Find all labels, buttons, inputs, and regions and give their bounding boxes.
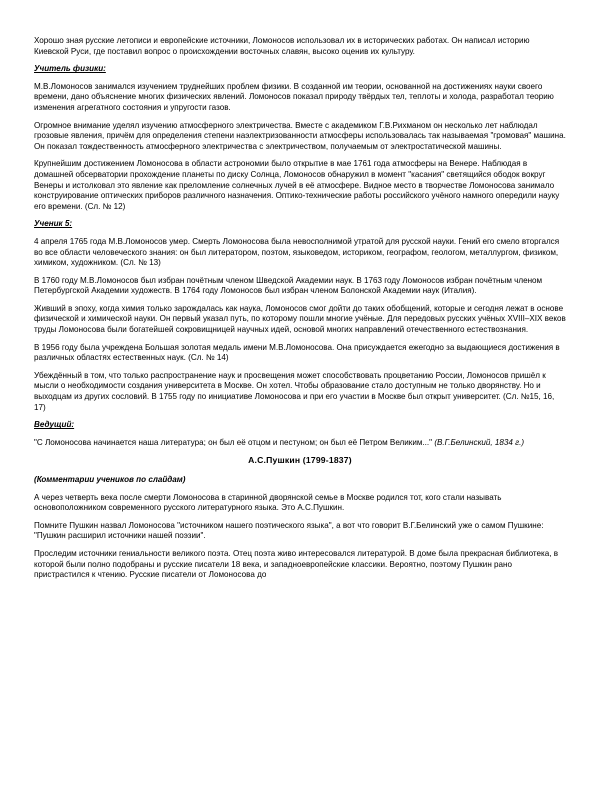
paragraph-pushkin-birth: А через четверть века после смерти Ломоносова в старинной дворянской семье в Москве родился тот, кого стали называть основоположником современного русского литературного языка. Это А.С.Пушкин.	[34, 492, 502, 513]
paragraph-pushkin-source: Помните Пушкин назвал Ломоносова "источником нашего поэтического языка", а вот что говорит В.Г.Белинский уже о самом Пушкине: "Пушкин расширил источники нашей поэзии".	[34, 520, 544, 541]
paragraph-death: 4 апреля 1765 года М.В.Ломоносов умер. Смерть Ломоносова была невосполнимой утратой для русской науки. Гений его смело вторгался во все области человеческого знания: он был литератором, поэтом, языковедом, историком, географом, геологом, металлургом, физиком, химиком, художником. (Сл. № 13)	[34, 236, 560, 268]
paragraph-chemistry: Живший в эпоху, когда химия только зарождалась как наука, Ломоносов смог дойти до таких обобщений, которые и сегодня лежат в основе физической и химической науки. Он первый указал путь, по которому пошли многие учёные. Для передовых русских учёных XVIII–XIX веков труды Ломоносова были богатейшей сокровищницей научных идей, основой многих направлений отечественного естествознания.	[34, 303, 566, 335]
paragraph-academies: В 1760 году М.В.Ломоносов был избран почётным членом Шведской Академии наук. В 1763 году Ломоносов избран почётным членом Петербургской Академии художеств. В 1764 году Ломоносов был избран членом Болонской Академии наук (Италия).	[34, 275, 543, 296]
comment-slides: (Комментарии учеников по слайдам)	[34, 475, 186, 484]
section-title-pushkin: А.С.Пушкин (1799-1837)	[248, 455, 352, 466]
paragraph-pushkin-library: Проследим источники гениальности великого поэта. Отец поэта живо интересовался литературой. В доме была прекрасная библиотека, в которой были полно подобраны и русские писатели 18 века, и западноевропейские классики. Вероятно, поэтому Пушкин рано пристрастился к чтению. Русские писатели от Ломоносова до	[34, 548, 559, 580]
paragraph-quote	[34, 438, 566, 449]
paragraph-medal: В 1956 году была учреждена Большая золотая медаль имени М.В.Ломоносова. Она присуждается ежегодно за выдающиеся достижения в различных областях естественных наук. (Сл. № 14)	[34, 342, 560, 363]
quote-citation: (В.Г.Белинский, 1834 г.)	[434, 437, 525, 447]
paragraph-history: Хорошо зная русские летописи и европейские источники, Ломоносов использовал их в исторических работах. Он написал историю Киевской Руси, где поставил вопрос о происхождении восточных славян, высоко оценив их культуру.	[34, 36, 530, 56]
paragraph-astronomy: Крупнейшим достижением Ломоносова в области астрономии было открытие в мае 1761 года атмосферы на Венере. Наблюдая в домашней обсерватории прохождение планеты по диску Солнца, Ломоносов обнаружил в момент "касания" светящийся ободок вокруг Венеры и истолковал это явление как преломление солнечных лучей в её атмосфере. Видное место в творчестве Ломоносова занимало конструирование оптических приборов различного назначения. Оптико-технические работы российского учёного намного опередили науку его времени. (Сл. № 12)	[34, 159, 560, 211]
paragraph-physics-theory: М.В.Ломоносов занимался изучением труднейших проблем физики. В созданной им теории, основанной на достижениях науки своего времени, дано объяснение многих физических явлений. Ломоносов показал природу твёрдых тел, теплоты и холода, разработал теорию изменения агрегатного состояния и упругости газов.	[34, 81, 554, 112]
heading-host: Ведущий:	[34, 420, 75, 430]
quote-text: "С Ломоносова начинается наша литература; он был её отцом и пестуном; он был её Петром Великим..."	[34, 437, 435, 447]
paragraph-atmospheric-electricity: Огромное внимание уделял изучению атмосферного электричества. Вместе с академиком Г.В.Рихманом он несколько лет наблюдал грозовые явления, причём для определения степени наэлектризованности атмосферы использовалась так называемая "громовая" машина. Он показал тождественность атмосферного электричества с электричеством, получаемым от электростатической машины.	[34, 120, 566, 151]
heading-physics-teacher: Учитель физики:	[34, 64, 106, 74]
paragraph-university: Убеждённый в том, что только распространение наук и просвещения может способствовать процветанию России, Ломоносов пришёл к мысли о необходимости создания университета в Москве. Он хотел. Чтобы образование стало доступным не только дворянству. Но и выходцам из других сословий. В 1755 году по инициативе Ломоносова и при его участии в Москве был открыт университет. (Сл. №15, 16, 17)	[34, 370, 555, 412]
heading-student-5: Ученик 5:	[34, 219, 73, 229]
